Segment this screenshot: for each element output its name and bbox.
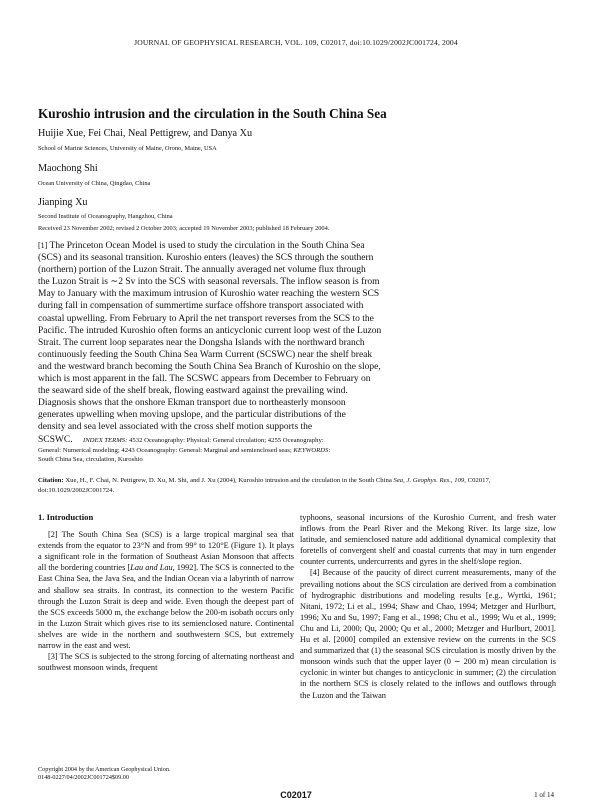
abstract-line: Pacific. The intruded Kuroshio often forms an anticyclonic current loop west of the Luzon — [38, 325, 382, 336]
abstract-last-word: SCSWC. — [38, 434, 73, 445]
abstract — [38, 240, 452, 465]
section-heading: 1. Introduction — [38, 512, 94, 522]
affiliation-3: Second Institute of Oceanography, Hangzhou, China — [38, 213, 173, 220]
abstract-line: the seaward side of the shelf break, flowing eastward against the prevailing wind. — [38, 386, 348, 397]
article-title: Kuroshio intrusion and the circulation in the South China Sea — [38, 106, 387, 121]
left-column — [38, 512, 294, 673]
citation-doi: C02017, doi:10.1029/2002JC001724. — [38, 477, 491, 494]
author-group-1: Huijie Xue, Fei Chai, Neal Pettigrew, and Danya Xu — [38, 128, 253, 139]
abstract-index-line — [38, 434, 558, 446]
abstract-line: (northern) portion of the Luzon Strait. The annually averaged net volume flux through — [38, 265, 366, 276]
received-dates: Received 23 November 2002; revised 2 October 2003; accepted 19 November 2003; published 18 February 2004. — [38, 225, 330, 232]
reference-link[interactable]: Lau and Lau — [130, 563, 173, 573]
paragraph-continued: typhoons, seasonal incursions of the Kuroshio Current, and fresh water inflows from the Pearl River and the Mekong River. Its large size, low latitude, and semienclosed nature add additional dynamical complexity that foretells of convergent shelf and coastal currents that may in turn engender counter currents, undercurrents and gyres in the shelf/slope region. — [300, 513, 556, 567]
page-number: 1 of 14 — [534, 791, 554, 799]
abstract-line: continuously feeding the South China Sea Warm Current (SCSWC) near the shelf break — [38, 349, 373, 360]
citation-label: Citation: — [38, 477, 64, 484]
affiliation-2: Ocean University of China, Qingdao, China — [38, 180, 151, 187]
abstract-line: [1] The Princeton Ocean Model is used to study the circulation in the South China Sea — [38, 241, 365, 251]
affiliation-1: School of Marine Sciences, University of Maine, Orono, Maine, USA — [38, 145, 217, 152]
citation-authors: Xue, H., F. Chai, N. Pettigrew, D. Xu, M. Shi, and J. Xu (2004), Kuroshio intrusion and the circulation in the South China — [65, 477, 392, 484]
article-code: C02017 — [280, 790, 312, 800]
author-group-3: Jianping Xu — [38, 197, 88, 208]
abstract-line: Diagnosis shows that the onshore Ekman transport due to northeasterly monsoon — [38, 398, 346, 409]
abstract-line: generates upwelling when moving upslope, and the particular distributions of the — [38, 410, 346, 421]
citation-journal: Sea, J. Geophys. Res., 109, — [393, 477, 466, 484]
index-terms-label: INDEX TERMS: — [82, 436, 128, 444]
paragraph-3: [3] The SCS is subjected to the strong forcing of alternating northeast and southwest monsoon winds, frequent — [38, 652, 294, 673]
citation — [38, 476, 554, 496]
copyright-notice: Copyright 2004 by the American Geophysical Union. 0148-0227/04/2002JC001724$09.00 — [38, 766, 171, 781]
keywords: South China Sea, circulation, Kuroshio — [38, 456, 143, 464]
paragraph-4: [4] Because of the paucity of direct current measurements, many of the prevailing notions about the SCS circulation are derived from a combination of hydrographic distributions and modeling results [e.g., Wyrtki, 1961; Nitani, 1972; Li et al., 1994; Shaw and Chao, 1994; Metzger and Hurlburt, 1996; Xu and Su, 1997; Fang et al., 1998; Chu et al., 1999; Wu et al., 1999; Chu and Li, 2000; Qu, 2000; Qu et al., 2000; Metzger and Hurlburt, 2001]. Hu et al. [2000] compiled an extensive review on the currents in the SCS and summarized that (1) the seasonal SCS circulation is mostly driven by the monsoon winds such that the upper layer (0 ∼ 200 m) mean circulation is cyclonic in winter but changes to anticyclonic in summer; (2) the circulation in the northern SCS is closely related to the inflows and outflows through the Luzon and the Taiwan — [300, 568, 556, 700]
abstract-line: Strait. The current loop separates near the Dongsha Islands with the northward branch — [38, 337, 365, 348]
abstract-line: during fall in compensation of summertime surface offshore transport associated with — [38, 301, 364, 312]
paragraph-2: [2] The South China Sea (SCS) is a large tropical marginal sea that extends from the equator to 23°N and from 99° to 120°E (Figure 1). It plays a significant role in the formation of Southeast Asian Monsoon that affects all the bordering countries [Lau and Lau, 1992]. The SCS is connected to the East China Sea, the Java Sea, and the Indian Ocean via a labyrinth of narrow and shallow sea straits. In contrast, its connection to the western Pacific through the Luzon Strait is deep and wide. Even though the deepest part of the SCS exceeds 5000 m, the exchange below the 200-m isobath occurs only in the Luzon Strait which gives rise to its semienclosed nature. Continental shelves are wide in the northern and southwestern SCS, but extremely narrow in the east and west. — [38, 530, 294, 651]
keywords-label: KEYWORDS: — [293, 446, 331, 454]
paragraph-number: [1] — [38, 241, 48, 250]
abstract-line: density and sea level associated with the cross shelf motion supports the — [38, 422, 313, 433]
abstract-line: the Luzon Strait is ∼2 Sv into the SCS with seasonal reversals. The inflow season is from — [38, 277, 380, 288]
right-column — [300, 512, 556, 701]
abstract-line: (SCS) and its seasonal transition. Kuroshio enters (leaves) the SCS through the southern — [38, 253, 374, 264]
abstract-line: which is most apparent in the fall. The SCSWC appears from December to February on — [38, 374, 371, 385]
abstract-line: and the westward branch becoming the South China Sea Branch of Kuroshio on the slope, — [38, 361, 381, 372]
abstract-line: May to January with the maximum intrusion of Kuroshio water reaching the western SCS — [38, 289, 380, 300]
index-terms: 4532 Oceanography: Physical: General circulation; 4255 Oceanography: — [129, 436, 324, 444]
author-group-2: Maochong Shi — [38, 163, 98, 174]
abstract-line: coastal upwelling. From February to April the net transport reverses from the SCS to the — [38, 313, 374, 324]
index-terms-continued: General: Numerical modeling; 4243 Oceanography: General: Marginal and semienclosed seas; KEYWORDS: — [38, 446, 331, 454]
journal-header: JOURNAL OF GEOPHYSICAL RESEARCH, VOL. 109, C02017, doi:10.1029/2002JC001724, 2004 — [134, 38, 458, 47]
